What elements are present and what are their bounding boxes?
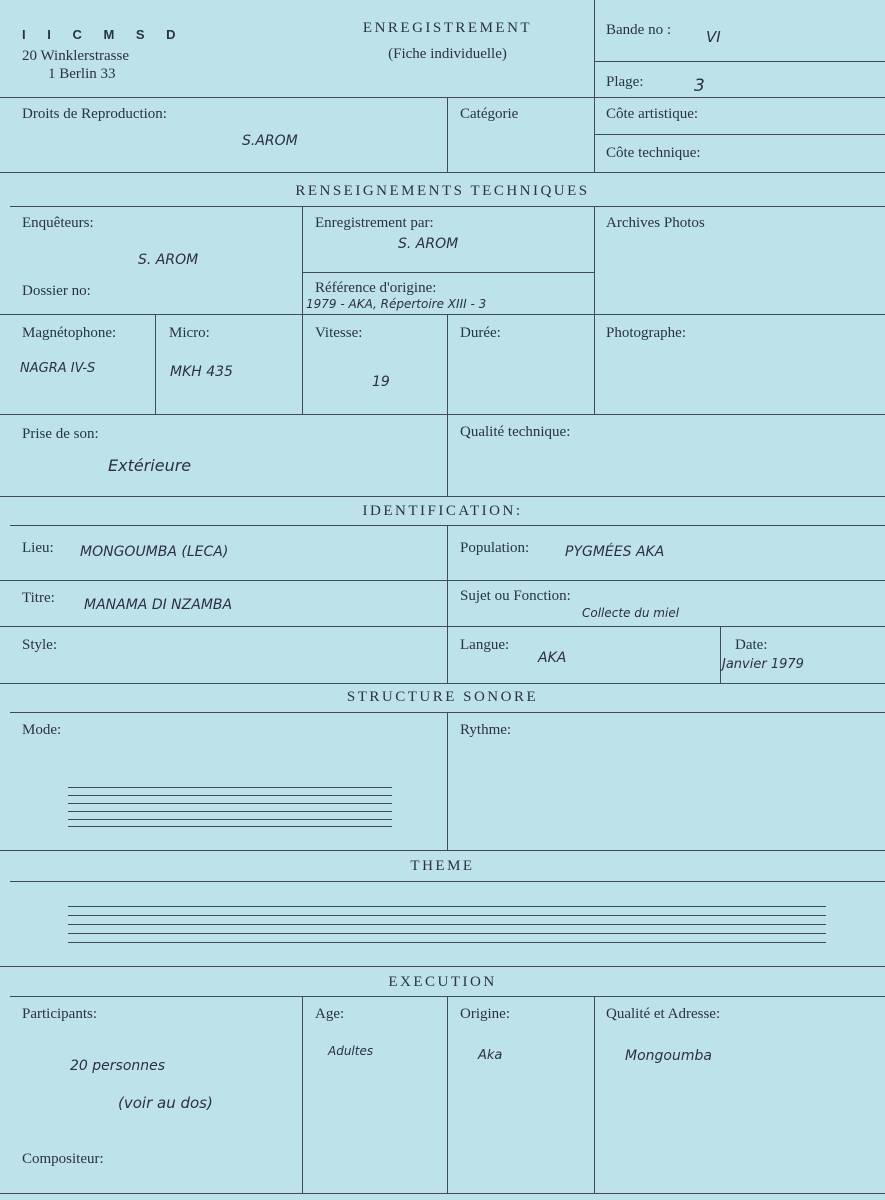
staff-line [68,915,826,916]
qualite-technique-label: Qualité technique: [460,424,571,440]
qualite-adresse-value[interactable]: Mongoumba [625,1048,712,1064]
reference-value[interactable]: 1979 - AKA, Répertoire XIII - 3 [306,297,487,311]
reference-label: Référence d'origine: [315,280,437,296]
rule [302,206,303,414]
categorie-label: Catégorie [460,106,519,122]
participants-value-2[interactable]: (voir au dos) [118,1094,213,1112]
participants-label: Participants: [22,1006,97,1022]
mode-label: Mode: [22,722,62,738]
rule [0,172,885,173]
rule [594,61,885,62]
rule [594,996,595,1193]
style-label: Style: [22,637,58,653]
address-line1: 20 Winklerstrasse [22,48,130,64]
staff-line [68,803,392,804]
staff-line [68,811,392,812]
cote-technique-label: Côte technique: [606,145,701,161]
staff-line [68,942,826,943]
rule [447,97,448,172]
rule [0,1193,885,1194]
rule [0,314,885,315]
rule [0,683,885,684]
staff-line [68,933,826,934]
prise-value[interactable]: Extérieure [108,456,192,475]
langue-value[interactable]: AKA [538,650,567,666]
rule [447,712,448,850]
rule [0,966,885,967]
qualite-adresse-label: Qualité et Adresse: [606,1006,721,1022]
plage-value[interactable]: 3 [694,76,705,96]
cote-artistique-label: Côte artistique: [606,106,699,122]
origine-label: Origine: [460,1006,510,1022]
titre-value[interactable]: MANAMA DI NZAMBA [84,597,233,613]
rule [0,580,885,581]
age-label: Age: [315,1006,345,1022]
micro-label: Micro: [169,325,210,341]
population-value[interactable]: PYGMÉES AKA [565,544,665,560]
droits-value[interactable]: S.AROM [242,133,298,149]
section-identification: IDENTIFICATION: [362,503,523,519]
photographe-label: Photographe: [606,325,686,341]
droits-label: Droits de Reproduction: [22,106,167,122]
sujet-value[interactable]: Collecte du miel [582,606,680,620]
bande-value[interactable]: VI [706,28,721,46]
rule [0,850,885,851]
prise-label: Prise de son: [22,426,99,442]
rule [594,134,885,135]
staff-line [68,787,392,788]
lieu-value[interactable]: MONGOUMBA (LECA) [80,544,229,560]
rule [155,314,156,414]
enregistrement-value[interactable]: S. AROM [398,236,459,252]
magneto-value[interactable]: NAGRA IV-S [20,361,96,376]
staff-line [68,826,392,827]
origine-value[interactable]: Aka [478,1048,503,1063]
rule [0,496,885,497]
enqueteurs-value[interactable]: S. AROM [138,252,199,268]
staff-line [68,795,392,796]
rule [720,626,721,683]
rule [10,881,885,882]
archives-label: Archives Photos [606,215,705,231]
rule [447,314,448,496]
bande-label: Bande no : [606,22,671,38]
duree-label: Durée: [460,325,501,341]
rule [447,525,448,683]
staff-line [68,819,392,820]
dossier-label: Dossier no: [22,283,91,299]
sujet-label: Sujet ou Fonction: [460,588,571,604]
plage-label: Plage: [606,74,644,90]
micro-value[interactable]: MKH 435 [170,364,233,380]
rule [303,272,594,273]
address-line2: 1 Berlin 33 [48,66,116,82]
rythme-label: Rythme: [460,722,512,738]
staff-line [68,924,826,925]
section-execution: EXECUTION [388,974,497,990]
magneto-label: Magnétophone: [22,325,117,341]
enqueteurs-label: Enquêteurs: [22,215,94,231]
rule [10,206,885,207]
section-structure: STRUCTURE SONORE [346,689,539,705]
rule [594,206,595,414]
population-label: Population: [460,540,530,556]
date-label: Date: [735,637,768,653]
vitesse-value[interactable]: 19 [372,374,390,390]
form-subtitle: (Fiche individuelle) [388,46,507,62]
rule [0,626,885,627]
lieu-label: Lieu: [22,540,54,556]
participants-value-1[interactable]: 20 personnes [70,1058,166,1074]
vitesse-label: Vitesse: [315,325,363,341]
staff-line [68,906,826,907]
titre-label: Titre: [22,590,55,606]
rule [0,97,885,98]
rule [302,996,303,1193]
enregistrement-label: Enregistrement par: [315,215,434,231]
age-value[interactable]: Adultes [328,1044,374,1058]
langue-label: Langue: [460,637,510,653]
rule [447,996,448,1193]
institute-name: I I C M S D [22,27,185,42]
date-value[interactable]: Janvier 1979 [722,657,804,672]
compositeur-label: Compositeur: [22,1151,104,1167]
form-title: ENREGISTREMENT [362,20,533,36]
section-technique: RENSEIGNEMENTS TECHNIQUES [295,183,590,199]
rule [0,414,885,415]
section-theme: THEME [410,858,475,874]
